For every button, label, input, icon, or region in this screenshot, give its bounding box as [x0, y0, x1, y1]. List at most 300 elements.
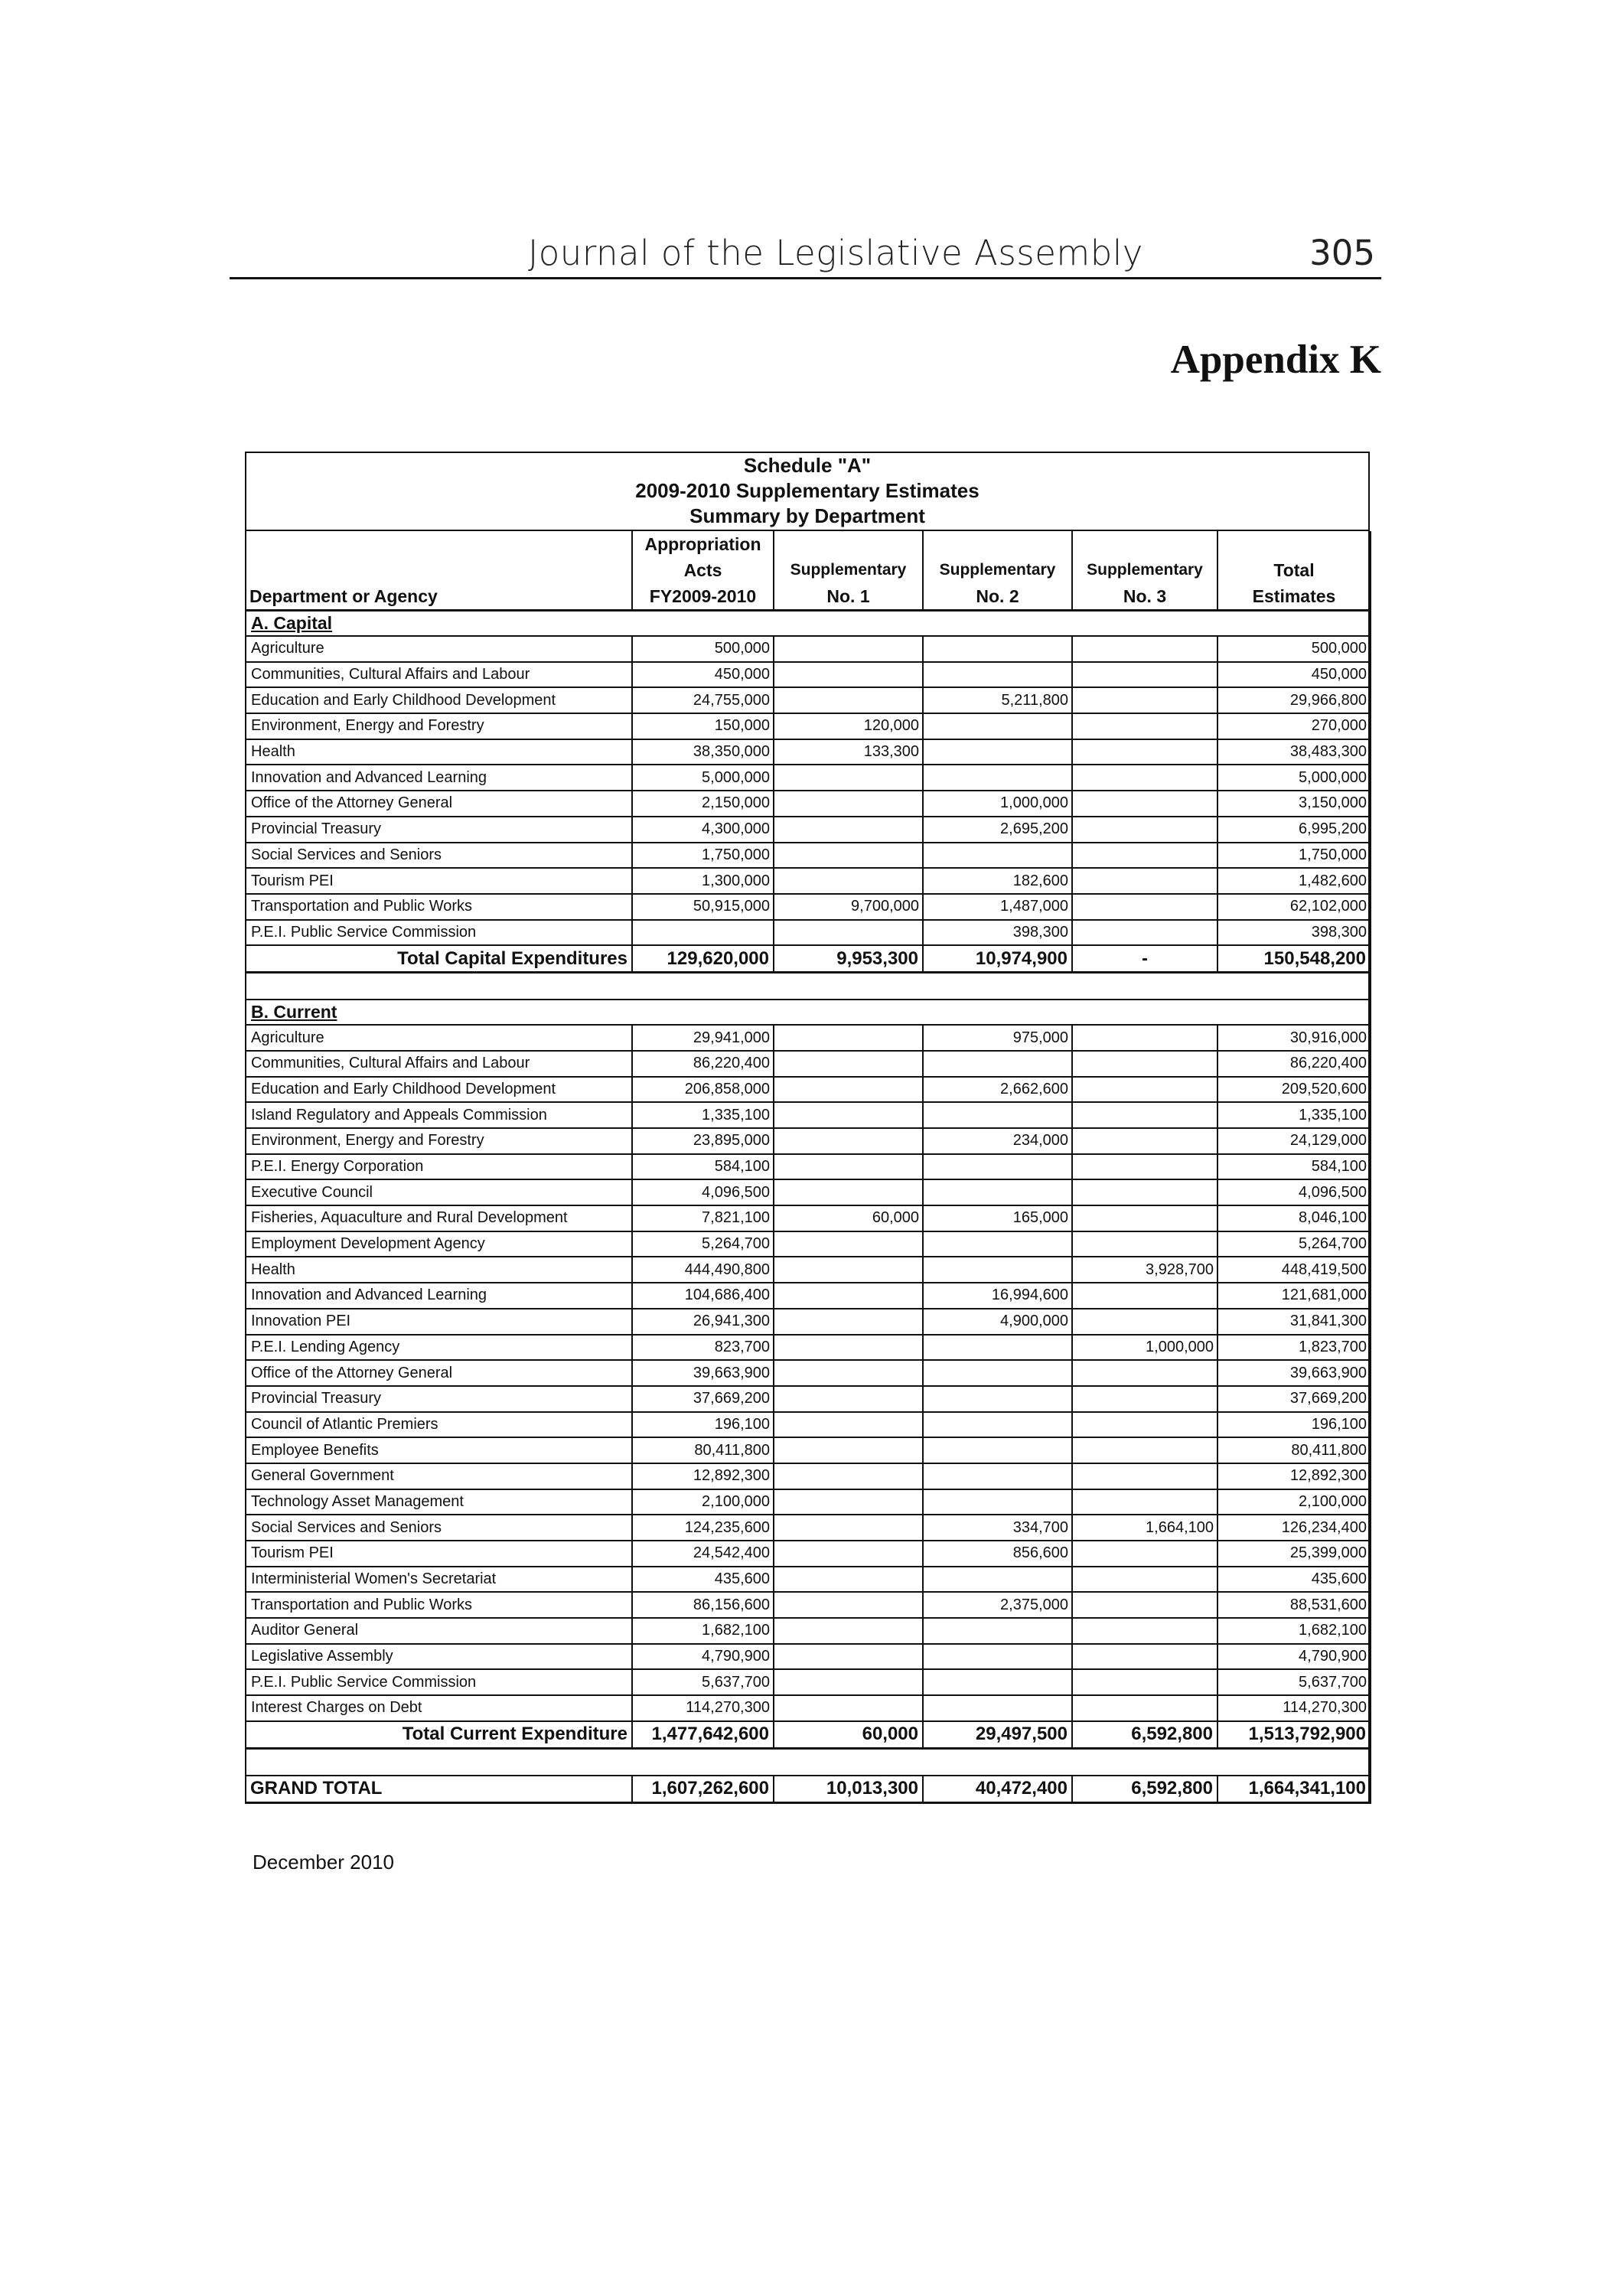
amount-cell: 24,129,000 [1217, 1128, 1371, 1154]
department-name: Total Capital Expenditures [246, 945, 632, 973]
amount-cell: 29,497,500 [923, 1721, 1072, 1749]
table-row [246, 817, 1371, 843]
amount-cell [1072, 1025, 1217, 1051]
amount-cell [774, 1541, 923, 1567]
amount-cell: 1,335,100 [632, 1102, 774, 1128]
amount-cell [1072, 1309, 1217, 1335]
table-row [246, 1386, 1371, 1412]
amount-cell: 120,000 [774, 713, 923, 739]
department-name: Total Current Expenditure [246, 1721, 632, 1749]
amount-cell [774, 1335, 923, 1361]
amount-cell [923, 662, 1072, 688]
amount-cell [1072, 1128, 1217, 1154]
table-row [246, 1309, 1371, 1335]
amount-cell: 206,858,000 [632, 1077, 774, 1103]
amount-cell: 40,472,400 [923, 1776, 1072, 1803]
amount-cell: 104,686,400 [632, 1283, 774, 1309]
table-row [246, 1695, 1371, 1721]
table-row [246, 1335, 1371, 1361]
amount-cell: 124,235,600 [632, 1515, 774, 1541]
amount-cell: 37,669,200 [632, 1386, 774, 1412]
department-name: Transportation and Public Works [246, 1592, 632, 1618]
spacer-row [246, 973, 1371, 1000]
amount-cell [774, 868, 923, 894]
current-total [246, 1721, 1371, 1749]
department-name: Office of the Attorney General [246, 791, 632, 817]
department-name: Environment, Energy and Forestry [246, 713, 632, 739]
department-name: Office of the Attorney General [246, 1360, 632, 1386]
department-name: P.E.I. Energy Corporation [246, 1154, 632, 1180]
amount-cell: - [1072, 945, 1217, 973]
department-name: General Government [246, 1463, 632, 1489]
amount-cell: 29,941,000 [632, 1025, 774, 1051]
department-name: Provincial Treasury [246, 1386, 632, 1412]
section-heading-row [246, 611, 1371, 637]
amount-cell [774, 1077, 923, 1103]
amount-cell: 435,600 [632, 1567, 774, 1593]
table-row [246, 1644, 1371, 1670]
amount-cell: 856,600 [923, 1541, 1072, 1567]
amount-cell: 165,000 [923, 1205, 1072, 1231]
amount-cell [923, 1231, 1072, 1257]
amount-cell [774, 636, 923, 662]
amount-cell: 88,531,600 [1217, 1592, 1371, 1618]
department-name: Health [246, 1257, 632, 1283]
table-row [246, 636, 1371, 662]
amount-cell [774, 1412, 923, 1438]
amount-cell [774, 920, 923, 946]
column-header-row [246, 531, 1371, 611]
amount-cell: 6,995,200 [1217, 817, 1371, 843]
amount-cell [1072, 843, 1217, 869]
table-row [246, 1231, 1371, 1257]
table-row [246, 1437, 1371, 1463]
amount-cell: 2,100,000 [632, 1489, 774, 1515]
amount-cell: 4,790,900 [1217, 1644, 1371, 1670]
amount-cell: 6,592,800 [1072, 1776, 1217, 1803]
amount-cell: 2,100,000 [1217, 1489, 1371, 1515]
column-header-total: Total Estimates [1217, 531, 1371, 611]
amount-cell [1072, 765, 1217, 791]
department-name: Social Services and Seniors [246, 1515, 632, 1541]
current-section [246, 1000, 1371, 1721]
amount-cell: 150,000 [632, 713, 774, 739]
department-name: Agriculture [246, 636, 632, 662]
amount-cell [774, 1231, 923, 1257]
amount-cell: 3,928,700 [1072, 1257, 1217, 1283]
amount-cell: 1,487,000 [923, 894, 1072, 920]
amount-cell [923, 1102, 1072, 1128]
amount-cell: 4,900,000 [923, 1309, 1072, 1335]
amount-cell [1072, 1669, 1217, 1695]
table-row [246, 687, 1371, 713]
department-name: Employment Development Agency [246, 1231, 632, 1257]
table-row [246, 1463, 1371, 1489]
department-name: Tourism PEI [246, 868, 632, 894]
amount-cell [774, 1592, 923, 1618]
amount-cell: 114,270,300 [1217, 1695, 1371, 1721]
amount-cell [1072, 713, 1217, 739]
amount-cell [1072, 1695, 1217, 1721]
page-header [230, 230, 1381, 279]
department-name: GRAND TOTAL [246, 1776, 632, 1803]
amount-cell [1072, 1489, 1217, 1515]
amount-cell [1072, 1154, 1217, 1180]
amount-cell: 2,150,000 [632, 791, 774, 817]
amount-cell: 25,399,000 [1217, 1541, 1371, 1567]
amount-cell [923, 636, 1072, 662]
amount-cell: 500,000 [632, 636, 774, 662]
amount-cell [1072, 1077, 1217, 1103]
table-row [246, 894, 1371, 920]
amount-cell: 26,941,300 [632, 1309, 774, 1335]
table-row [246, 1669, 1371, 1695]
amount-cell [1072, 1412, 1217, 1438]
total-row [246, 945, 1371, 973]
amount-cell [923, 713, 1072, 739]
amount-cell [923, 1437, 1072, 1463]
amount-cell: 86,220,400 [632, 1051, 774, 1077]
department-name: P.E.I. Lending Agency [246, 1335, 632, 1361]
amount-cell [1072, 1463, 1217, 1489]
amount-cell: 3,150,000 [1217, 791, 1371, 817]
amount-cell: 1,750,000 [1217, 843, 1371, 869]
table-row [246, 1025, 1371, 1051]
table-row [246, 868, 1371, 894]
amount-cell: 1,300,000 [632, 868, 774, 894]
amount-cell: 10,013,300 [774, 1776, 923, 1803]
amount-cell [923, 1695, 1072, 1721]
amount-cell [1072, 1386, 1217, 1412]
table-row [246, 662, 1371, 688]
amount-cell: 12,892,300 [632, 1463, 774, 1489]
column-header-supp3: Supplementary No. 3 [1072, 531, 1217, 611]
table-row [246, 1077, 1371, 1103]
amount-cell: 126,234,400 [1217, 1515, 1371, 1541]
column-header-department: Department or Agency [246, 531, 632, 611]
amount-cell: 500,000 [1217, 636, 1371, 662]
amount-cell: 1,750,000 [632, 843, 774, 869]
amount-cell: 129,620,000 [632, 945, 774, 973]
table-row [246, 1541, 1371, 1567]
amount-cell [774, 1463, 923, 1489]
grand-total-row [246, 1776, 1371, 1803]
amount-cell: 86,220,400 [1217, 1051, 1371, 1077]
amount-cell: 209,520,600 [1217, 1077, 1371, 1103]
amount-cell: 196,100 [1217, 1412, 1371, 1438]
amount-cell: 24,755,000 [632, 687, 774, 713]
amount-cell: 334,700 [923, 1515, 1072, 1541]
amount-cell [1072, 1644, 1217, 1670]
amount-cell [774, 1051, 923, 1077]
amount-cell: 1,682,100 [632, 1618, 774, 1644]
department-name: Innovation and Advanced Learning [246, 1283, 632, 1309]
amount-cell [1072, 817, 1217, 843]
amount-cell [1072, 1179, 1217, 1205]
amount-cell [774, 1489, 923, 1515]
department-name: Fisheries, Aquaculture and Rural Development [246, 1205, 632, 1231]
department-name: Agriculture [246, 1025, 632, 1051]
amount-cell: 5,000,000 [632, 765, 774, 791]
amount-cell: 2,375,000 [923, 1592, 1072, 1618]
department-name: Education and Early Childhood Development [246, 1077, 632, 1103]
amount-cell [1072, 1592, 1217, 1618]
amount-cell: 4,096,500 [632, 1179, 774, 1205]
amount-cell [774, 1515, 923, 1541]
amount-cell: 62,102,000 [1217, 894, 1371, 920]
amount-cell [923, 1335, 1072, 1361]
amount-cell [774, 1179, 923, 1205]
table-row [246, 713, 1371, 739]
amount-cell [923, 843, 1072, 869]
amount-cell: 1,482,600 [1217, 868, 1371, 894]
amount-cell: 5,000,000 [1217, 765, 1371, 791]
amount-cell [1072, 1541, 1217, 1567]
amount-cell: 584,100 [632, 1154, 774, 1180]
amount-cell: 24,542,400 [632, 1541, 774, 1567]
amount-cell: 2,662,600 [923, 1077, 1072, 1103]
amount-cell [774, 765, 923, 791]
department-name: Communities, Cultural Affairs and Labour [246, 1051, 632, 1077]
department-name: Transportation and Public Works [246, 894, 632, 920]
grand-total [246, 1776, 1371, 1803]
table-row [246, 791, 1371, 817]
table-row [246, 1592, 1371, 1618]
capital-heading: A. Capital [251, 613, 333, 633]
amount-cell [1072, 920, 1217, 946]
amount-cell [923, 1179, 1072, 1205]
amount-cell [774, 1154, 923, 1180]
amount-cell: 114,270,300 [632, 1695, 774, 1721]
amount-cell [774, 1437, 923, 1463]
table-row [246, 1051, 1371, 1077]
schedule-title-line: Schedule "A" [743, 454, 872, 477]
amount-cell [774, 791, 923, 817]
schedule-title-line: 2009-2010 Supplementary Estimates [635, 479, 980, 502]
amount-cell: 450,000 [632, 662, 774, 688]
amount-cell [774, 1257, 923, 1283]
amount-cell [774, 1567, 923, 1593]
amount-cell [632, 920, 774, 946]
table-row [246, 1102, 1371, 1128]
amount-cell [774, 1283, 923, 1309]
amount-cell [774, 1102, 923, 1128]
amount-cell: 5,211,800 [923, 687, 1072, 713]
table-row [246, 920, 1371, 946]
table-row [246, 843, 1371, 869]
amount-cell: 5,264,700 [632, 1231, 774, 1257]
amount-cell: 234,000 [923, 1128, 1072, 1154]
amount-cell: 133,300 [774, 739, 923, 765]
page-number: 305 [1309, 233, 1375, 273]
amount-cell: 435,600 [1217, 1567, 1371, 1593]
amount-cell [774, 1618, 923, 1644]
table-row [246, 1618, 1371, 1644]
amount-cell [1072, 1567, 1217, 1593]
amount-cell [923, 1051, 1072, 1077]
capital-section [246, 611, 1371, 946]
amount-cell [1072, 868, 1217, 894]
amount-cell [1072, 1618, 1217, 1644]
department-name: P.E.I. Public Service Commission [246, 920, 632, 946]
amount-cell [923, 1644, 1072, 1670]
amount-cell: 39,663,900 [1217, 1360, 1371, 1386]
amount-cell: 1,664,341,100 [1217, 1776, 1371, 1803]
table-row [246, 1567, 1371, 1593]
amount-cell [923, 765, 1072, 791]
amount-cell: 50,915,000 [632, 894, 774, 920]
amount-cell: 8,046,100 [1217, 1205, 1371, 1231]
amount-cell: 38,483,300 [1217, 739, 1371, 765]
amount-cell: 4,790,900 [632, 1644, 774, 1670]
amount-cell [774, 1695, 923, 1721]
amount-cell: 823,700 [632, 1335, 774, 1361]
department-name: Island Regulatory and Appeals Commission [246, 1102, 632, 1128]
amount-cell: 86,156,600 [632, 1592, 774, 1618]
amount-cell [774, 1669, 923, 1695]
amount-cell: 12,892,300 [1217, 1463, 1371, 1489]
estimates-table [245, 531, 1371, 1804]
department-name: Provincial Treasury [246, 817, 632, 843]
table-row [246, 1283, 1371, 1309]
table-row [246, 1128, 1371, 1154]
department-name: Environment, Energy and Forestry [246, 1128, 632, 1154]
amount-cell: 10,974,900 [923, 945, 1072, 973]
amount-cell: 39,663,900 [632, 1360, 774, 1386]
amount-cell: 38,350,000 [632, 739, 774, 765]
department-name: Council of Atlantic Premiers [246, 1412, 632, 1438]
amount-cell [923, 1154, 1072, 1180]
amount-cell: 448,419,500 [1217, 1257, 1371, 1283]
capital-total [246, 945, 1371, 973]
amount-cell: 23,895,000 [632, 1128, 774, 1154]
amount-cell [774, 817, 923, 843]
department-name: Technology Asset Management [246, 1489, 632, 1515]
table-row [246, 1489, 1371, 1515]
amount-cell: 1,513,792,900 [1217, 1721, 1371, 1749]
amount-cell: 975,000 [923, 1025, 1072, 1051]
amount-cell: 37,669,200 [1217, 1386, 1371, 1412]
department-name: Tourism PEI [246, 1541, 632, 1567]
department-name: Innovation and Advanced Learning [246, 765, 632, 791]
current-heading: B. Current [251, 1002, 337, 1022]
amount-cell [774, 1386, 923, 1412]
amount-cell: 1,335,100 [1217, 1102, 1371, 1128]
amount-cell: 60,000 [774, 1205, 923, 1231]
table-row [246, 1360, 1371, 1386]
schedule-title-line: Summary by Department [689, 504, 925, 527]
amount-cell: 1,823,700 [1217, 1335, 1371, 1361]
amount-cell [1072, 687, 1217, 713]
amount-cell [774, 687, 923, 713]
department-name: Health [246, 739, 632, 765]
amount-cell [923, 1463, 1072, 1489]
amount-cell: 1,000,000 [1072, 1335, 1217, 1361]
table-row [246, 765, 1371, 791]
amount-cell: 7,821,100 [632, 1205, 774, 1231]
table-row [246, 1205, 1371, 1231]
table-row [246, 1154, 1371, 1180]
amount-cell: 398,300 [1217, 920, 1371, 946]
amount-cell: 5,264,700 [1217, 1231, 1371, 1257]
amount-cell: 31,841,300 [1217, 1309, 1371, 1335]
amount-cell: 30,916,000 [1217, 1025, 1371, 1051]
amount-cell: 80,411,800 [632, 1437, 774, 1463]
amount-cell [923, 739, 1072, 765]
amount-cell [1072, 662, 1217, 688]
department-name: Executive Council [246, 1179, 632, 1205]
amount-cell [774, 1025, 923, 1051]
table-row [246, 739, 1371, 765]
journal-title: Journal of the Legislative Assembly [528, 233, 1143, 273]
amount-cell: 60,000 [774, 1721, 923, 1749]
amount-cell: 182,600 [923, 868, 1072, 894]
amount-cell [1072, 791, 1217, 817]
amount-cell: 1,000,000 [923, 791, 1072, 817]
amount-cell: 2,695,200 [923, 817, 1072, 843]
amount-cell [923, 1567, 1072, 1593]
amount-cell: 450,000 [1217, 662, 1371, 688]
amount-cell [774, 1644, 923, 1670]
amount-cell: 5,637,700 [1217, 1669, 1371, 1695]
amount-cell [923, 1489, 1072, 1515]
table-row [246, 1257, 1371, 1283]
amount-cell: 398,300 [923, 920, 1072, 946]
amount-cell: 270,000 [1217, 713, 1371, 739]
amount-cell: 584,100 [1217, 1154, 1371, 1180]
amount-cell: 80,411,800 [1217, 1437, 1371, 1463]
amount-cell [1072, 1231, 1217, 1257]
amount-cell: 5,637,700 [632, 1669, 774, 1695]
amount-cell: 121,681,000 [1217, 1283, 1371, 1309]
amount-cell: 1,664,100 [1072, 1515, 1217, 1541]
amount-cell [1072, 1360, 1217, 1386]
amount-cell [1072, 1051, 1217, 1077]
amount-cell: 4,096,500 [1217, 1179, 1371, 1205]
amount-cell [923, 1412, 1072, 1438]
amount-cell [923, 1618, 1072, 1644]
amount-cell [1072, 894, 1217, 920]
amount-cell: 16,994,600 [923, 1283, 1072, 1309]
department-name: Employee Benefits [246, 1437, 632, 1463]
amount-cell [774, 1309, 923, 1335]
amount-cell [923, 1669, 1072, 1695]
amount-cell: 4,300,000 [632, 817, 774, 843]
department-name: Innovation PEI [246, 1309, 632, 1335]
amount-cell: 9,953,300 [774, 945, 923, 973]
department-name: Interest Charges on Debt [246, 1695, 632, 1721]
amount-cell [923, 1386, 1072, 1412]
amount-cell [774, 1128, 923, 1154]
amount-cell: 6,592,800 [1072, 1721, 1217, 1749]
amount-cell: 1,477,642,600 [632, 1721, 774, 1749]
department-name: Interministerial Women's Secretariat [246, 1567, 632, 1593]
spacer-row [246, 1748, 1371, 1776]
amount-cell: 1,607,262,600 [632, 1776, 774, 1803]
amount-cell: 29,966,800 [1217, 687, 1371, 713]
schedule-title [246, 453, 1368, 531]
amount-cell [1072, 739, 1217, 765]
column-header-supp2: Supplementary No. 2 [923, 531, 1072, 611]
department-name: Legislative Assembly [246, 1644, 632, 1670]
column-header-appropriation: Appropriation Acts FY2009-2010 [632, 531, 774, 611]
amount-cell [774, 1360, 923, 1386]
table-row [246, 1515, 1371, 1541]
department-name: Auditor General [246, 1618, 632, 1644]
amount-cell [923, 1360, 1072, 1386]
footer-date: December 2010 [253, 1851, 394, 1874]
total-row [246, 1721, 1371, 1749]
